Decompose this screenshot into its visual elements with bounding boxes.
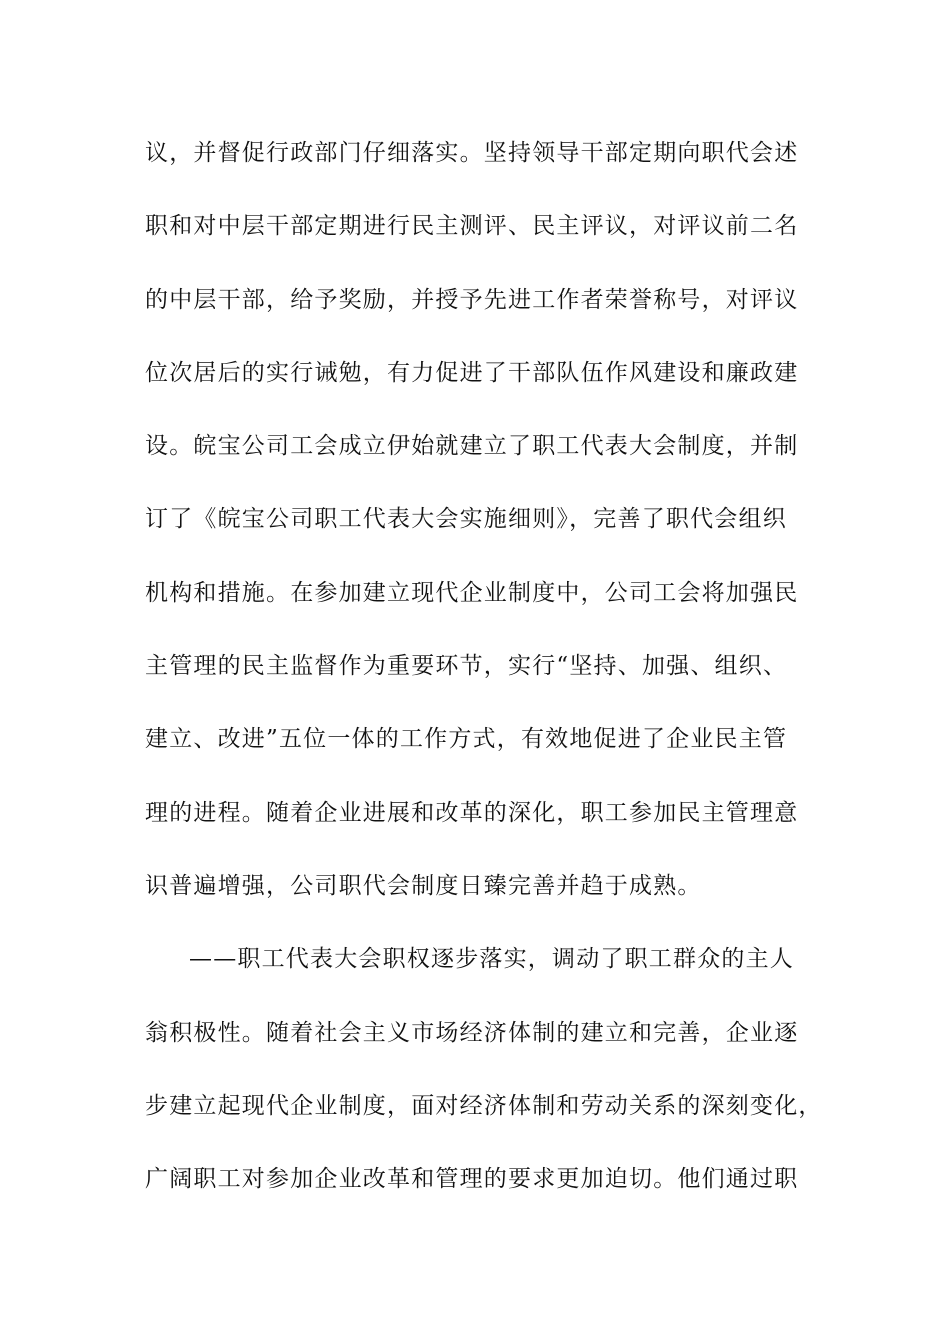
text-line: 的中层干部，给予奖励，并授予先进工作者荣誉称号，对评议: [145, 286, 799, 313]
text-line: 设。皖宝公司工会成立伊始就建立了职工代表大会制度，并制: [145, 433, 799, 460]
paragraph-start-line: ——职工代表大会职权逐步落实，调动了职工群众的主人: [189, 946, 794, 973]
text-line: 翁积极性。随着社会主义市场经济体制的建立和完善，企业逐: [145, 1019, 799, 1046]
text-line: 机构和措施。在参加建立现代企业制度中，公司工会将加强民: [145, 579, 799, 606]
text-line: 识普遍增强，公司职代会制度日臻完善并趋于成熟。: [145, 872, 702, 899]
text-line: 位次居后的实行诫勉，有力促进了干部队伍作风建设和廉政建: [145, 359, 799, 386]
text-line: 建立、改进”五位一体的工作方式，有效地促进了企业民主管: [145, 726, 788, 753]
text-line: 主管理的民主监督作为重要环节，实行“坚持、加强、组织、: [145, 653, 788, 680]
text-line: 职和对中层干部定期进行民主测评、民主评议，对评议前二名: [145, 213, 799, 240]
text-line: 步建立起现代企业制度，面对经济体制和劳动关系的深刻变化，: [145, 1092, 823, 1119]
text-line: 订了《皖宝公司职工代表大会实施细则》，完善了职代会组织: [145, 506, 787, 533]
body-text: [145, 128, 825, 1227]
text-line: 理的进程。随着企业进展和改革的深化，职工参加民主管理意: [145, 799, 799, 826]
text-line: 广阔职工对参加企业改革和管理的要求更加迫切。他们通过职: [145, 1166, 799, 1193]
text-line: 议，并督促行政部门仔细落实。坚持领导干部定期向职代会述: [145, 140, 799, 166]
